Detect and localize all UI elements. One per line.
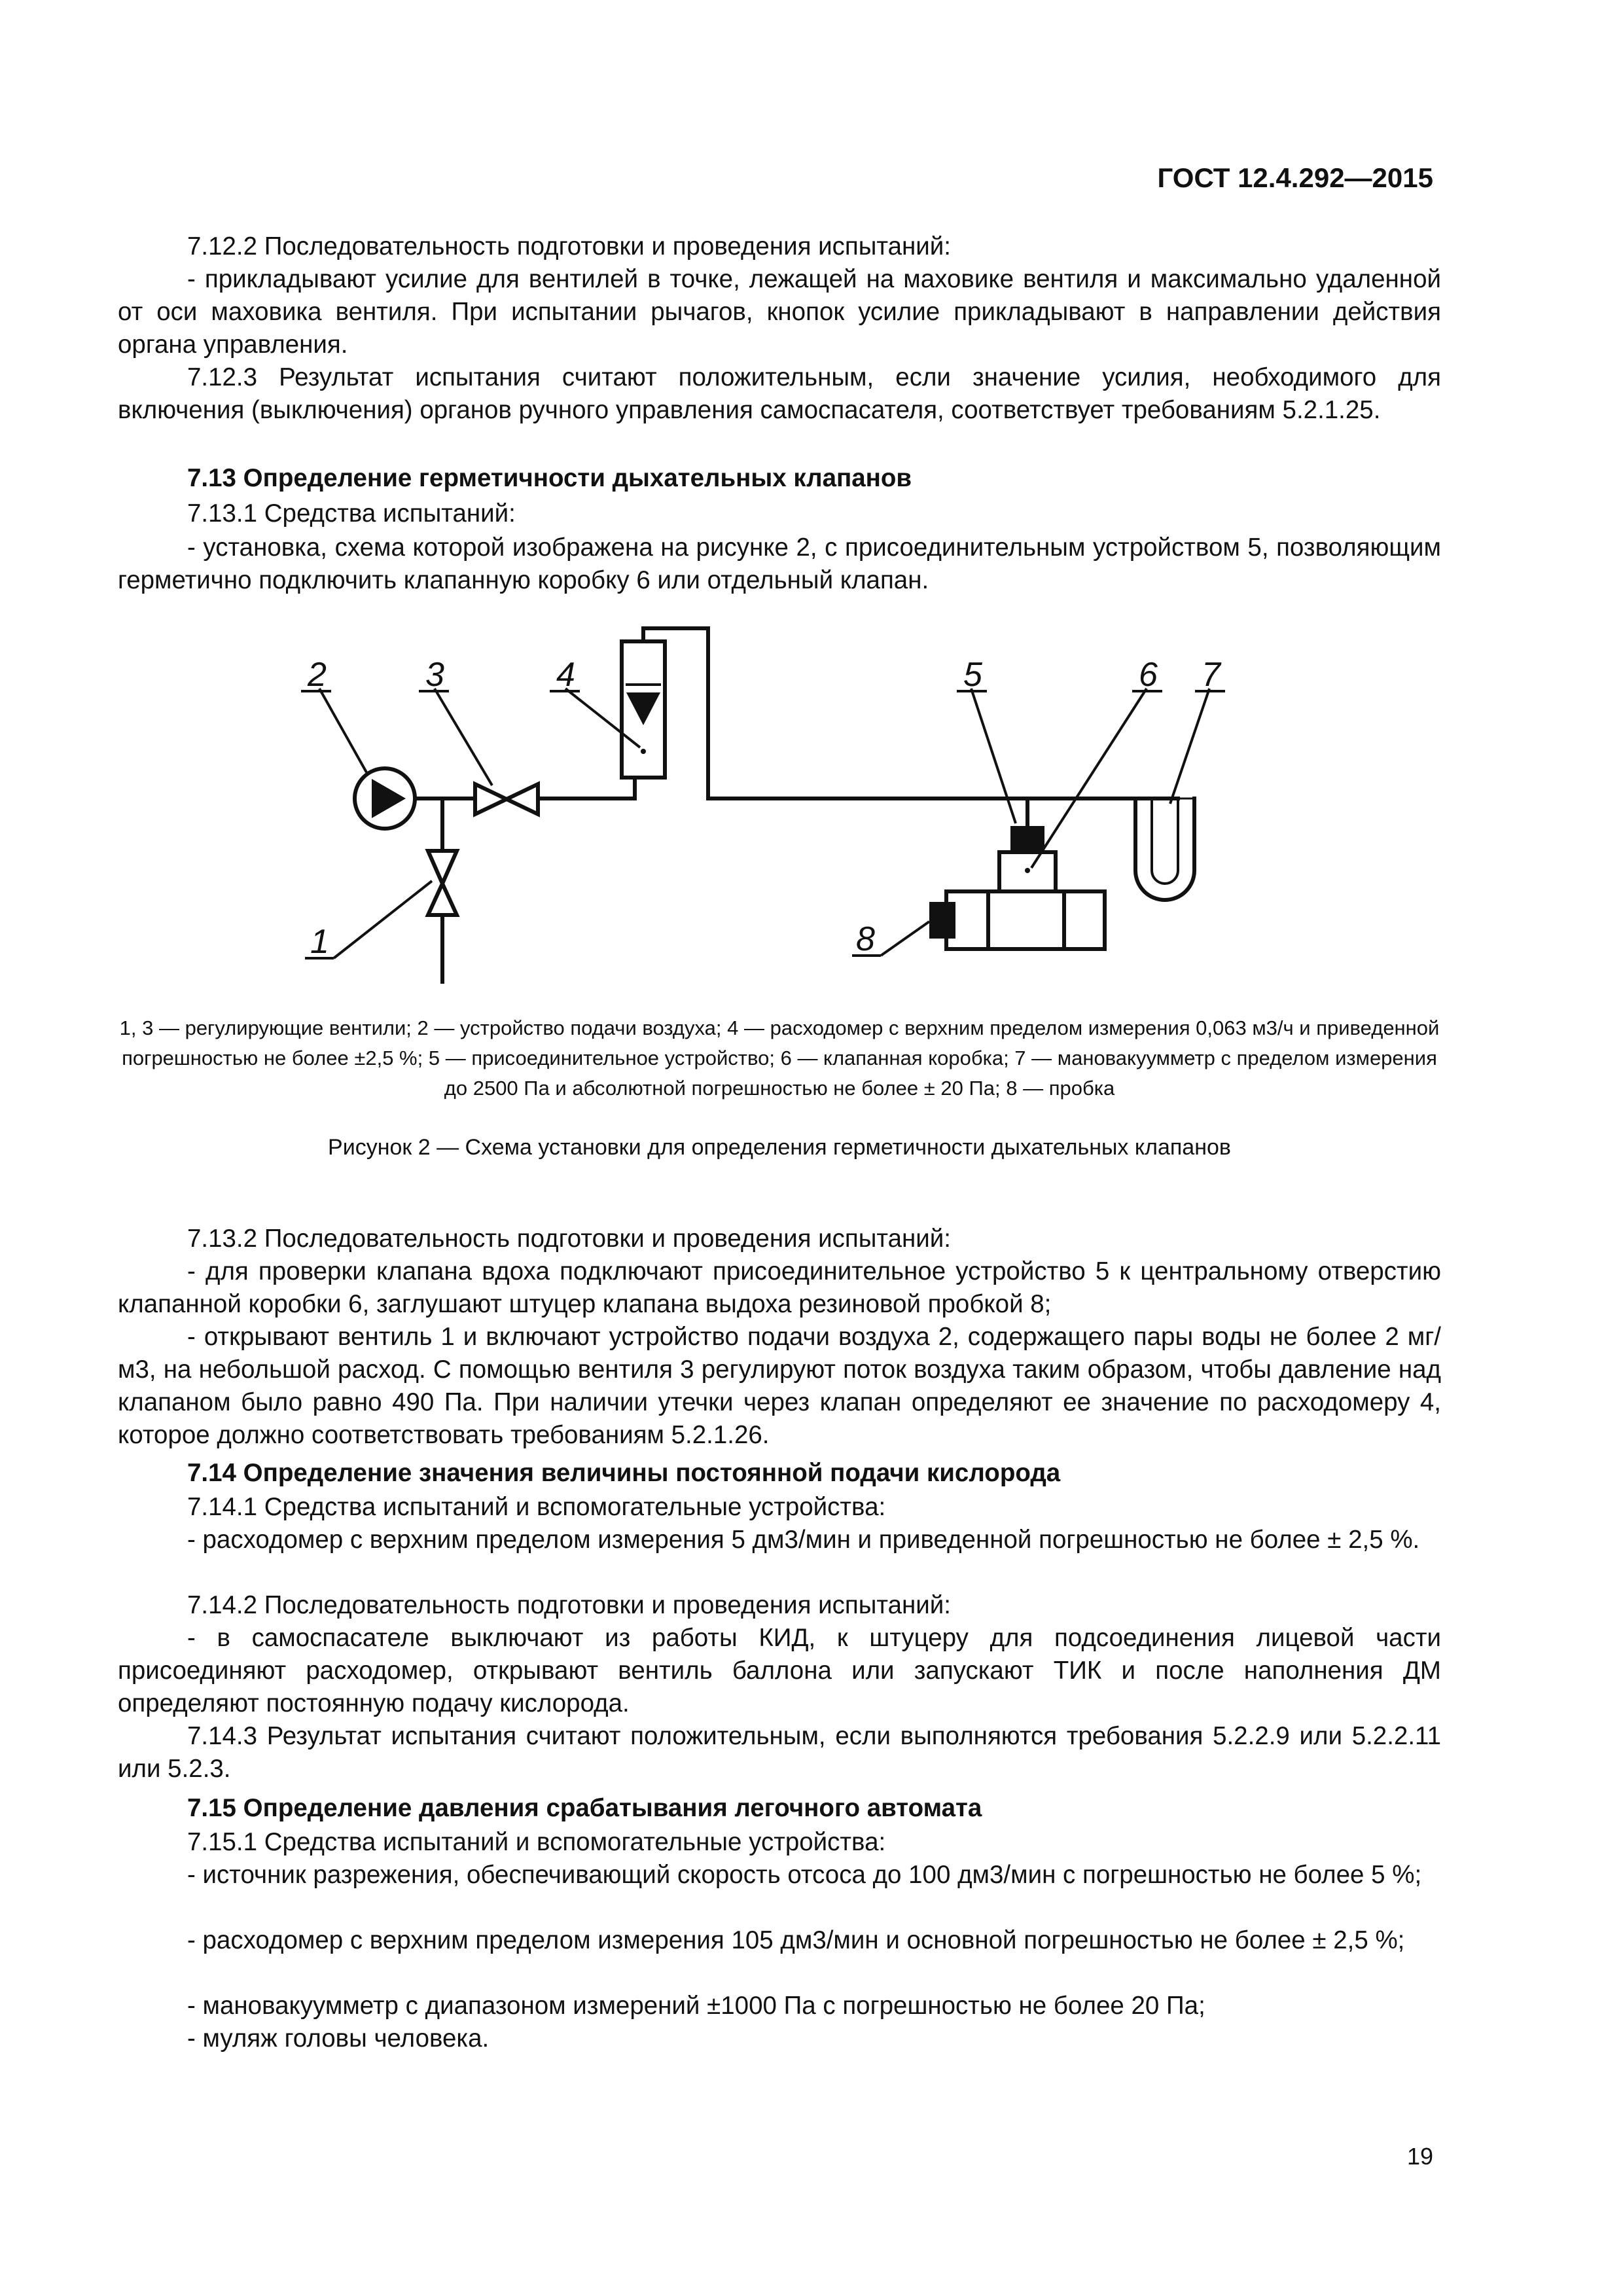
valve-1-icon (428, 851, 457, 915)
valve-3-icon (475, 784, 538, 814)
para-7-12-2-item: - прикладывают усилие для вентилей в точке, лежащей на маховике вентиля и максимально удаленной от оси маховика вентиля. При испытании рычагов, кнопок усилие прикладывают в направлении действия органа управления. (118, 265, 1441, 359)
diagram-label-4: 4 (556, 656, 575, 694)
diagram-label-7: 7 (1202, 656, 1221, 694)
heading-7-13: 7.13 Определение герметичности дыхательных клапанов (187, 464, 912, 492)
para-7-13-2-item-1: - для проверки клапана вдоха подключают присоединительное устройство 5 к центральному отверстию клапанной коробки 6, заглушают штуцер клапана выдоха резиновой пробкой 8; (118, 1257, 1441, 1318)
para-7-14-2: 7.14.2 Последовательность подготовки и проведения испытаний: (187, 1591, 951, 1619)
para-7-13-2: 7.13.2 Последовательность подготовки и проведения испытаний: (187, 1225, 951, 1253)
para-7-14-3: 7.14.3 Результат испытания считают положительным, если выполняются требования 5.2.2.9 или 5.2.2.11 или 5.2.3. (118, 1722, 1441, 1783)
figure-2-title: Рисунок 2 — Схема установки для определения герметичности дыхательных клапанов (328, 1135, 1231, 1160)
para-7-15-1: 7.15.1 Средства испытаний и вспомогательные устройства: (187, 1828, 886, 1856)
diagram-label-8: 8 (856, 920, 875, 958)
valve-box-body (946, 891, 1105, 949)
heading-7-14: 7.14 Определение значения величины постоянной подачи кислорода (187, 1459, 1061, 1487)
connector-5-icon (1010, 826, 1044, 852)
diagram-label-3: 3 (425, 656, 444, 694)
diagram-label-5: 5 (963, 656, 982, 694)
standard-header: ГОСТ 12.4.292—2015 (1157, 162, 1433, 193)
figure-2-diagram (0, 0, 1623, 1021)
para-7-14-2-item: - в самоспасателе выключают из работы КИД, к штуцеру для подсоединения лицевой части присоединяют расходомер, открывают вентиль баллона или запускают ТИК и после наполнения ДМ определяют постоянную подачу кислорода. (118, 1624, 1441, 1717)
para-7-15-1-item-1: - источник разрежения, обеспечивающий скорость отсоса до 100 дм3/мин с погрешностью не более 5 %; (187, 1861, 1422, 1889)
para-7-13-1-item: - установка, схема которой изображена на рисунке 2, с присоединительным устройством 5, позволяющим герметично подключить клапанную коробку 6 или отдельный клапан. (118, 533, 1441, 594)
para-7-15-1-item-4: - муляж головы человека. (187, 2024, 490, 2053)
para-7-14-1: 7.14.1 Средства испытаний и вспомогательные устройства: (187, 1493, 886, 1521)
heading-7-15: 7.15 Определение давления срабатывания легочного автомата (187, 1794, 982, 1822)
para-7-12-2: 7.12.2 Последовательность подготовки и проведения испытаний: (187, 232, 951, 260)
para-7-12-3: 7.12.3 Результат испытания считают положительным, если значение усилия, необходимого для включения (выключения) органов ручного управления самоспасателя, соответствует требованиям 5.2.1.25. (118, 363, 1441, 424)
diagram-label-2: 2 (308, 656, 327, 694)
para-7-13-1: 7.13.1 Средства испытаний: (187, 499, 516, 528)
para-7-13-2-item-2: - открывают вентиль 1 и включают устройство подачи воздуха 2, содержащего пары воды не более 2 мг/м3, на небольшой расход. С помощью вентиля 3 регулируют поток воздуха таким образом, чтобы давление над клапаном было равно 490 Па. При наличии утечки через клапан определяют ее значение по расходомеру 4, которое должно соответствовать требованиям 5.2.1.26. (118, 1323, 1441, 1449)
para-7-14-1-item: - расходомер с верхним пределом измерения 5 дм3/мин и приведенной погрешностью не более ± 2,5 %. (187, 1526, 1420, 1554)
figure-2-caption: 1, 3 — регулирующие вентили; 2 — устройство подачи воздуха; 4 — расходомер с верхним пределом измерения 0,063 м3/ч и приведенной погрешностью не более ±2,5 %; 5 — присоединительное устройство; 6 — клапанная коробка; 7 — мановакуумметр с пределом измерения до 2500 Па и абсолютной погрешностью не более ± 20 Па; 8 — пробка (119, 1016, 1440, 1100)
diagram-label-6: 6 (1139, 656, 1158, 694)
plug-8-icon (929, 902, 955, 939)
page-number: 19 (1406, 2143, 1433, 2170)
diagram-label-1: 1 (310, 923, 329, 961)
para-7-15-1-item-2: - расходомер с верхним пределом измерения 105 дм3/мин и основной погрешностью не более ± 2,5 %; (187, 1926, 1405, 1954)
para-7-15-1-item-3: - мановакуумметр с диапазоном измерений ±1000 Па с погрешностью не более 20 Па; (187, 1992, 1205, 2020)
